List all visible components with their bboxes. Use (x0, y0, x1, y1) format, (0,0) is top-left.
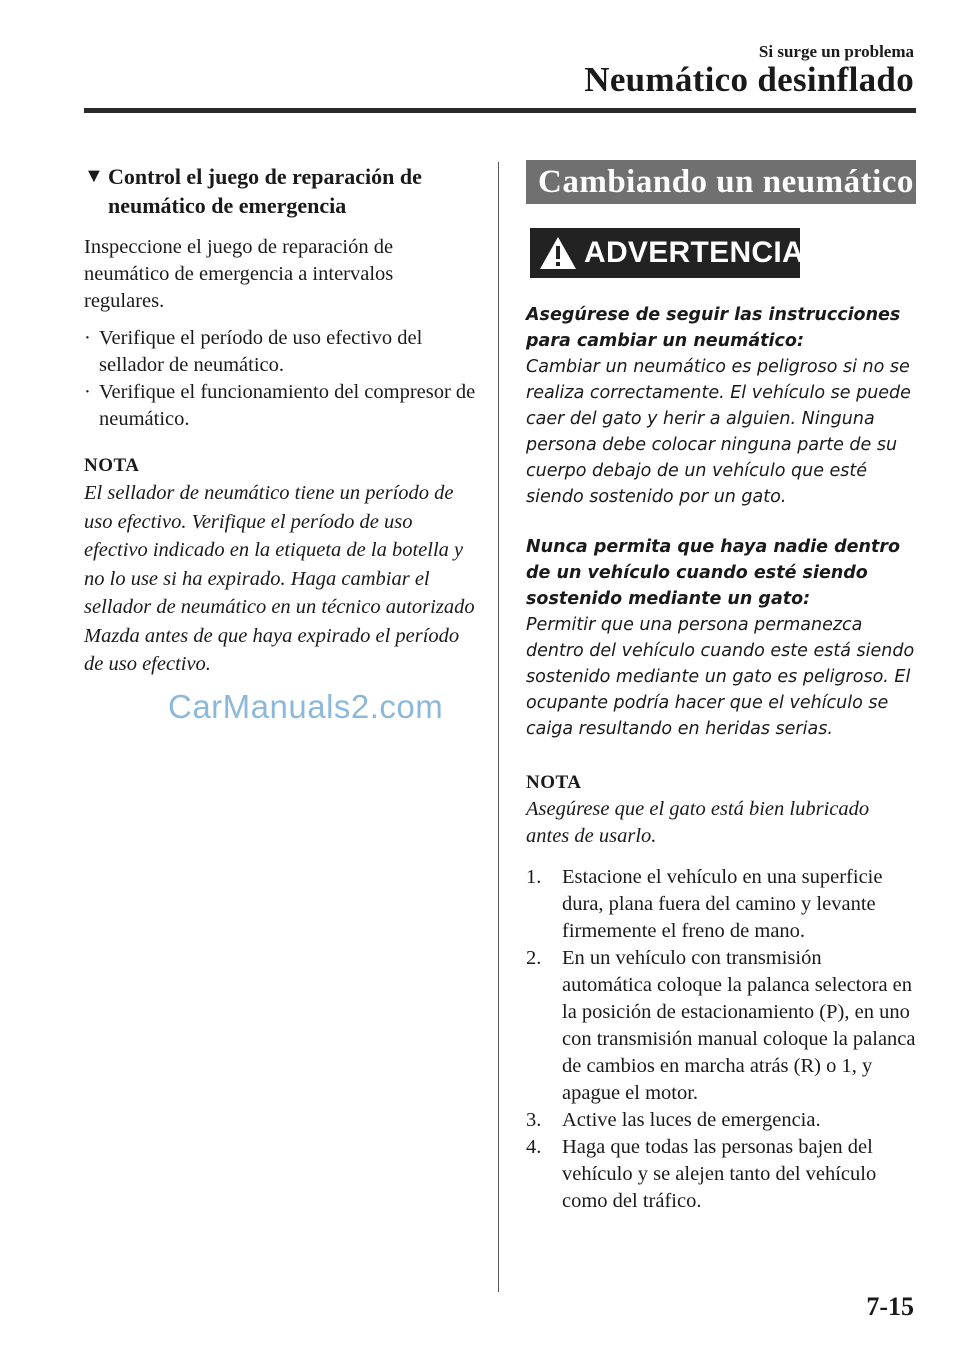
list-item (526, 945, 916, 1107)
warning-text: Cambiar un neumático es peligroso si no se realiza correctamente. El vehículo se puede caer del gato y herir a alguien. Ninguna persona debe colocar ninguna parte de su cuerpo debajo de un vehículo que esté siendo sostenido por un gato. (526, 357, 911, 507)
nota-text: Asegúrese que el gato está bien lubricado antes de usarlo. (526, 798, 870, 847)
nota-text: El sellador de neumático tiene un período de uso efectivo. Verifique el período de uso efectivo indicado en la etiqueta de la botella y no lo use si ha expirado. Haga cambiar el sellador de neumático en un técnico autorizado Mazda antes de que haya expirado el período de uso efectivo. (84, 482, 475, 675)
steps-list (526, 864, 916, 1215)
subheading (84, 162, 476, 220)
triangle-marker-icon: ▼ (84, 165, 104, 187)
section-label: Si surge un problema (758, 42, 914, 61)
step-text: Estacione el vehículo en una superficie dura, plana fuera del camino y levante firmemente el freno de mano. (562, 866, 883, 942)
step-text: Active las luces de emergencia. (562, 1109, 821, 1131)
step-number: 3. (526, 1109, 542, 1131)
warning-title: Nunca permita que haya nadie dentro de un vehículo cuando esté siendo sostenido mediante un gato: (526, 537, 900, 609)
warning-block-2 (526, 534, 916, 742)
step-number: 1. (526, 866, 542, 888)
intro-paragraph: Inspeccione el juego de reparación de neumático de emergencia a intervalos regulares. (84, 236, 394, 312)
step-number: 2. (526, 947, 542, 969)
nota-heading: NOTA (84, 455, 140, 476)
step-text: En un vehículo con transmisión automática coloque la palanca selectora en la posición de estacionamiento (P), en uno con transmisión manual coloque la palanca de cambios en marcha atrás (R) o 1, y apague el motor. (562, 947, 916, 1104)
list-item (526, 1107, 916, 1134)
step-text: Haga que todas las personas bajen del vehículo y se alejen tanto del vehículo como del tráfico. (562, 1136, 877, 1212)
page-title: Neumático desinflado (584, 60, 914, 99)
subheading-text: Control el juego de reparación de neumático de emergencia (108, 164, 422, 218)
check-list (84, 325, 476, 433)
section-banner: Cambiando un neumático (526, 160, 916, 204)
warning-title: Asegúrese de seguir las instrucciones para cambiar un neumático: (526, 305, 901, 351)
list-item: · Verifique el período de uso efectivo del sellador de neumático. (84, 325, 476, 379)
warning-badge (530, 228, 804, 278)
warning-label: ADVERTENCIA (584, 236, 804, 269)
watermark: CarManuals2.com (168, 688, 444, 725)
list-item: · Verifique el funcionamiento del compresor de neumático. (84, 379, 476, 433)
list-item (526, 864, 916, 945)
left-column (84, 162, 476, 679)
page-number: 7-15 (866, 1292, 914, 1321)
warning-text: Permitir que una persona permanezca dentro del vehículo cuando este está siendo sostenido mediante un gato es peligroso. El ocupante podría hacer que el vehículo se caiga resultando en heridas serias. (526, 615, 915, 739)
step-number: 4. (526, 1136, 542, 1158)
warning-triangle-icon (538, 235, 578, 271)
nota-heading: NOTA (526, 772, 582, 793)
list-item (526, 1134, 916, 1215)
warning-block-1 (526, 302, 916, 510)
column-divider (498, 162, 499, 1292)
right-column (526, 160, 916, 1215)
header-rule (84, 108, 916, 113)
